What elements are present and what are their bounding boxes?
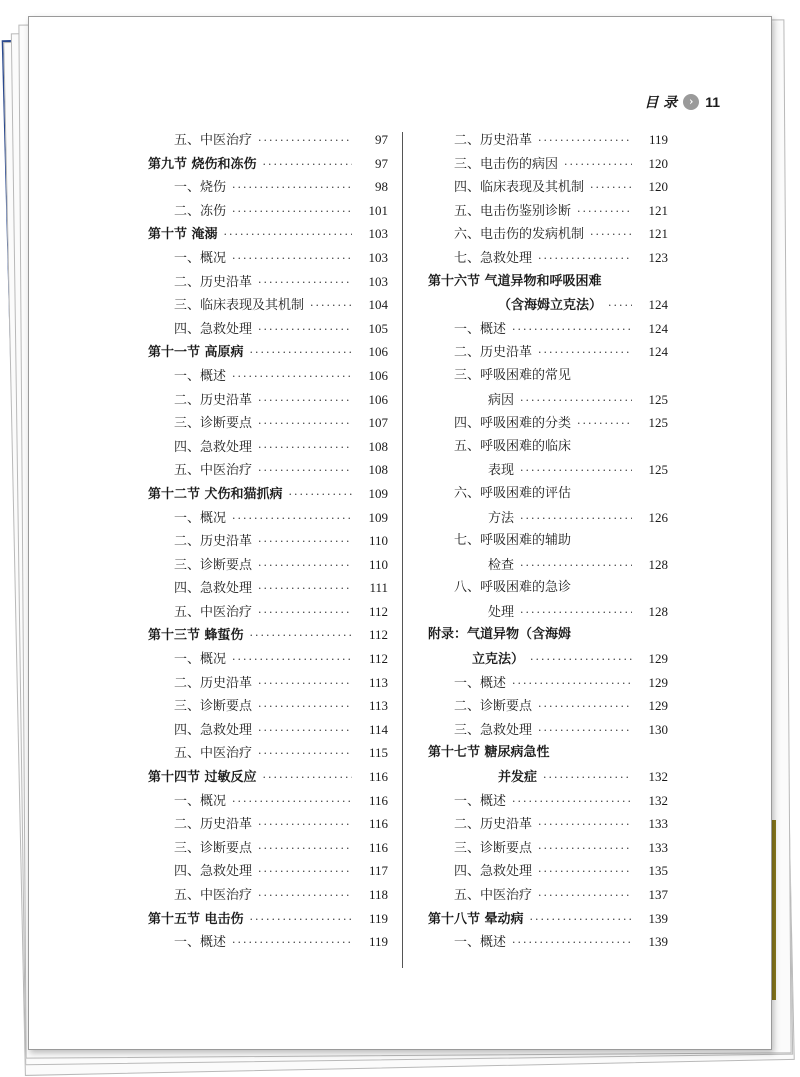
toc-entry[interactable]	[148, 458, 388, 482]
toc-entry[interactable]	[428, 270, 668, 294]
toc-entry[interactable]	[148, 907, 388, 931]
toc-entry[interactable]	[148, 506, 388, 530]
toc-leader-dots	[232, 176, 352, 200]
toc-entry-label: 附录：气道异物（含海姆	[428, 627, 572, 643]
toc-entry-page: 125	[648, 415, 668, 431]
toc-entry[interactable]	[148, 765, 388, 789]
toc-entry[interactable]	[148, 270, 388, 294]
toc-entry-page: 106	[368, 391, 388, 407]
toc-leader-dots	[590, 223, 632, 247]
toc-leader-dots	[520, 507, 632, 531]
toc-entry-label: 二、历史沿革	[454, 345, 533, 361]
toc-entry-page: 133	[648, 816, 668, 832]
toc-entry-label: 二、历史沿革	[174, 817, 253, 833]
toc-entry-page: 103	[368, 273, 388, 289]
toc-entry-label: 四、急救处理	[174, 581, 253, 597]
toc-entry[interactable]	[428, 411, 668, 435]
toc-column-left	[148, 128, 388, 954]
toc-entry-page: 126	[648, 509, 668, 525]
toc-entry[interactable]	[428, 458, 668, 482]
toc-entry-page: 119	[648, 132, 668, 147]
toc-leader-dots	[538, 695, 632, 719]
toc-leader-dots	[232, 365, 352, 389]
toc-leader-dots	[538, 813, 632, 837]
toc-entry-label: 二、诊断要点	[454, 699, 533, 715]
toc-entry[interactable]	[148, 482, 388, 506]
toc-entry[interactable]	[428, 812, 668, 836]
toc-entry-page: 114	[368, 721, 388, 737]
toc-entry-label: 一、烧伤	[174, 180, 227, 196]
toc-entry-page: 117	[368, 863, 388, 879]
toc-entry[interactable]	[148, 553, 388, 577]
toc-entry-page: 104	[368, 297, 388, 313]
toc-entry[interactable]	[428, 930, 668, 954]
toc-entry-label: 三、诊断要点	[174, 557, 253, 573]
toc-leader-dots	[258, 884, 352, 908]
toc-entry-page: 123	[648, 249, 668, 265]
toc-entry-label: 三、呼吸困难的常见	[454, 367, 572, 383]
toc-entry-label: 四、急救处理	[174, 321, 253, 337]
toc-leader-dots	[564, 153, 632, 177]
toc-entry[interactable]	[428, 553, 668, 577]
toc-entry[interactable]	[428, 883, 668, 907]
toc-entry[interactable]	[428, 836, 668, 860]
toc-entry-label: 三、诊断要点	[174, 699, 253, 715]
toc-entry-page: 125	[648, 391, 668, 407]
toc-entry-label: 第十七节 糖尿病急性	[428, 745, 550, 761]
toc-entry-page: 124	[648, 297, 668, 313]
toc-entry-label: 二、历史沿革	[454, 817, 533, 833]
toc-entry-page: 109	[368, 485, 388, 501]
toc-entry-page: 129	[648, 674, 668, 690]
toc-entry-label: 检查	[488, 557, 515, 573]
toc-entry[interactable]	[428, 741, 668, 765]
toc-entry-page: 119	[368, 934, 388, 950]
toc-leader-dots	[289, 483, 352, 507]
toc-entry[interactable]	[148, 411, 388, 435]
toc-entry[interactable]	[148, 199, 388, 223]
toc-entry-label: 三、急救处理	[454, 722, 533, 738]
toc-entry[interactable]	[428, 222, 668, 246]
toc-leader-dots	[258, 813, 352, 837]
toc-leader-dots	[258, 860, 352, 884]
toc-leader-dots	[538, 860, 632, 884]
toc-entry[interactable]	[148, 388, 388, 412]
toc-entry-page: 98	[375, 179, 388, 195]
toc-entry-page: 139	[648, 910, 668, 926]
toc-entry-page: 110	[368, 533, 388, 549]
toc-entry[interactable]	[428, 175, 668, 199]
toc-entry-label: 处理	[488, 604, 515, 620]
toc-entry[interactable]	[428, 364, 668, 388]
toc-entry[interactable]	[148, 930, 388, 954]
toc-entry-page: 128	[648, 556, 668, 572]
toc-entry-label: 七、急救处理	[454, 250, 533, 266]
toc-entry-label: 一、概述	[454, 675, 507, 691]
toc-leader-dots	[258, 695, 352, 719]
toc-entry[interactable]	[148, 859, 388, 883]
toc-leader-dots	[520, 601, 632, 625]
toc-entry-label: 三、电击伤的病因	[454, 156, 559, 172]
toc-column-right	[428, 128, 668, 954]
toc-entry[interactable]	[148, 671, 388, 695]
toc-entry[interactable]	[148, 789, 388, 813]
toc-entry[interactable]	[148, 128, 388, 152]
toc-entry[interactable]	[148, 576, 388, 600]
toc-entry[interactable]	[428, 859, 668, 883]
toc-leader-dots	[258, 719, 352, 743]
toc-entry[interactable]	[428, 246, 668, 270]
toc-leader-dots	[258, 554, 352, 578]
toc-entry-label: 第十三节 蜂蜇伤	[148, 628, 244, 644]
toc-entry-page: 121	[648, 202, 668, 218]
toc-entry-label: 第九节 烧伤和冻伤	[148, 156, 257, 172]
toc-entry[interactable]	[148, 364, 388, 388]
toc-leader-dots	[512, 318, 632, 342]
toc-entry[interactable]	[428, 435, 668, 459]
toc-entry-page: 129	[648, 651, 668, 667]
toc-entry-page: 120	[648, 155, 668, 171]
toc-leader-dots	[258, 412, 352, 436]
toc-entry-page: 125	[648, 462, 668, 478]
toc-entry-page: 101	[368, 202, 388, 218]
toc-entry-label: 三、诊断要点	[454, 840, 533, 856]
toc-leader-dots	[258, 672, 352, 696]
toc-leader-dots	[258, 459, 352, 483]
toc-entry-label: 四、急救处理	[174, 864, 253, 880]
toc-entry-page: 112	[368, 627, 388, 643]
toc-leader-dots	[263, 153, 352, 177]
toc-leader-dots	[538, 837, 632, 861]
toc-entry-page: 116	[368, 839, 388, 855]
toc-entry-label: 四、急救处理	[174, 439, 253, 455]
toc-entry[interactable]	[428, 718, 668, 742]
toc-entry[interactable]	[148, 340, 388, 364]
toc-entry-label: 二、历史沿革	[174, 534, 253, 550]
toc-entry-label: 二、冻伤	[174, 203, 227, 219]
toc-leader-dots	[232, 790, 352, 814]
toc-entry-label: 五、中医治疗	[174, 746, 253, 762]
toc-entry[interactable]	[428, 694, 668, 718]
toc-leader-dots	[258, 601, 352, 625]
toc-leader-dots	[224, 223, 352, 247]
toc-entry-label: 一、概况	[174, 510, 227, 526]
toc-entry-label: 八、呼吸困难的急诊	[454, 580, 572, 596]
toc-leader-dots	[530, 908, 632, 932]
toc-entry-page: 139	[648, 934, 668, 950]
toc-entry-page: 108	[368, 462, 388, 478]
toc-entry-label: 第十五节 电击伤	[148, 911, 244, 927]
toc-entry-label: 五、中医治疗	[174, 604, 253, 620]
toc-entry-label: （含海姆立克法）	[498, 298, 603, 314]
toc-entry-page: 120	[648, 179, 668, 195]
toc-entry-label: 五、中医治疗	[174, 888, 253, 903]
toc-entry-label: 第十六节 气道异物和呼吸困难	[428, 273, 602, 289]
toc-entry-page: 109	[368, 509, 388, 525]
toc-entry[interactable]	[428, 506, 668, 530]
toc-entry-page: 116	[368, 816, 388, 832]
toc-entry[interactable]	[428, 482, 668, 506]
toc-entry-label: 四、急救处理	[174, 722, 253, 738]
toc-leader-dots	[258, 837, 352, 861]
toc-entry-page: 132	[648, 792, 668, 808]
toc-entry-page: 113	[368, 674, 388, 690]
toc-entry-label: 七、呼吸困难的辅助	[454, 533, 572, 549]
toc-entry[interactable]	[148, 175, 388, 199]
toc-entry-page: 129	[648, 698, 668, 714]
toc-entry[interactable]	[148, 246, 388, 270]
toc-entry-label: 第十二节 犬伤和猫抓病	[148, 486, 283, 502]
toc-leader-dots	[520, 554, 632, 578]
toc-entry[interactable]	[148, 293, 388, 317]
toc-leader-dots	[258, 318, 352, 342]
toc-entry[interactable]	[428, 600, 668, 624]
toc-entry-label: 四、临床表现及其机制	[454, 180, 585, 196]
toc-entry-label: 二、历史沿革	[174, 675, 253, 691]
toc-leader-dots	[512, 790, 632, 814]
toc-entry[interactable]	[148, 718, 388, 742]
toc-entry[interactable]	[428, 789, 668, 813]
toc-entry-label: 立克法）	[472, 652, 525, 668]
toc-entry-label: 二、历史沿革	[454, 133, 533, 148]
toc-leader-dots	[608, 294, 632, 318]
column-divider	[402, 132, 403, 968]
toc-entry[interactable]	[428, 317, 668, 341]
toc-entry[interactable]	[428, 152, 668, 176]
toc-entry-label: 五、呼吸困难的临床	[454, 438, 572, 454]
toc-entry-label: 一、概述	[174, 368, 227, 384]
page-number: 11	[705, 94, 720, 110]
toc-entry-label: 一、概况	[174, 793, 227, 809]
toc-entry-page: 103	[368, 226, 388, 242]
toc-entry-label: 第十八节 晕动病	[428, 911, 524, 927]
toc-leader-dots	[538, 247, 632, 271]
toc-entry-label: 一、概况	[174, 250, 227, 266]
toc-entry[interactable]	[148, 694, 388, 718]
toc-entry[interactable]	[428, 671, 668, 695]
toc-leader-dots	[577, 200, 632, 224]
toc-entry-page: 124	[648, 320, 668, 336]
toc-leader-dots	[538, 884, 632, 908]
toc-leader-dots	[250, 341, 352, 365]
toc-leader-dots	[232, 931, 352, 955]
toc-entry-label: 五、中医治疗	[454, 888, 533, 903]
toc-leader-dots	[538, 341, 632, 365]
toc-entry[interactable]	[148, 836, 388, 860]
toc-entry[interactable]	[148, 647, 388, 671]
toc-leader-dots	[530, 648, 632, 672]
toc-leader-dots	[520, 459, 632, 483]
toc-entry[interactable]	[148, 623, 388, 647]
toc-entry-label: 五、中医治疗	[174, 463, 253, 479]
toc-entry-label: 表现	[488, 463, 515, 479]
toc-entry-label: 三、临床表现及其机制	[174, 298, 305, 314]
toc-entry-page: 106	[368, 367, 388, 383]
toc-leader-dots	[590, 176, 632, 200]
toc-entry-label: 一、概述	[454, 935, 507, 951]
toc-entry[interactable]	[148, 317, 388, 341]
toc-entry[interactable]	[148, 812, 388, 836]
arrow-right-icon: ›	[683, 94, 699, 110]
toc-entry-page: 105	[368, 320, 388, 336]
toc-leader-dots	[250, 908, 352, 932]
toc-entry-page: 112	[368, 603, 388, 619]
toc-leader-dots	[310, 294, 352, 318]
toc-entry[interactable]	[148, 529, 388, 553]
toc-leader-dots	[258, 577, 352, 601]
toc-entry-label: 五、中医治疗	[174, 133, 253, 148]
toc-entry-label: 二、历史沿革	[174, 392, 253, 408]
toc-entry-label: 一、概况	[174, 652, 227, 668]
running-head-title: 目 录	[644, 95, 678, 111]
toc-entry-page: 107	[368, 415, 388, 431]
toc-entry-page: 137	[648, 887, 668, 902]
toc-entry-page: 135	[648, 863, 668, 879]
toc-entry[interactable]	[428, 128, 668, 152]
toc-leader-dots	[538, 719, 632, 743]
toc-leader-dots	[258, 530, 352, 554]
toc-entry-label: 病因	[488, 392, 515, 408]
toc-entry-page: 108	[368, 438, 388, 454]
toc-entry-page: 103	[368, 249, 388, 265]
toc-entry[interactable]	[428, 529, 668, 553]
toc-entry-label: 五、电击伤鉴别诊断	[454, 203, 572, 219]
toc-leader-dots	[232, 648, 352, 672]
toc-leader-dots	[258, 129, 352, 153]
toc-entry-label: 三、诊断要点	[174, 840, 253, 856]
toc-leader-dots	[520, 389, 632, 413]
toc-entry-label: 第十一节 高原病	[148, 345, 244, 361]
toc-entry-label: 一、概述	[454, 793, 507, 809]
toc-leader-dots	[258, 436, 352, 460]
toc-entry-page: 130	[648, 721, 668, 737]
toc-leader-dots	[232, 200, 352, 224]
toc-entry-page: 106	[368, 344, 388, 360]
toc-leader-dots	[232, 507, 352, 531]
toc-entry-label: 三、诊断要点	[174, 416, 253, 432]
toc-entry[interactable]	[428, 293, 668, 317]
toc-entry-page: 119	[368, 910, 388, 926]
toc-entry[interactable]	[428, 765, 668, 789]
toc-entry-label: 一、概述	[454, 321, 507, 337]
toc-entry-label: 四、呼吸困难的分类	[454, 416, 572, 432]
toc-entry-page: 128	[648, 603, 668, 619]
toc-entry[interactable]	[428, 647, 668, 671]
toc-entry-page: 113	[368, 698, 388, 714]
toc-entry-page: 115	[368, 745, 388, 761]
toc-entry-label: 并发症	[498, 770, 538, 786]
toc-entry-page: 97	[375, 155, 388, 171]
toc-entry-label: 二、历史沿革	[174, 274, 253, 290]
toc-entry-page: 97	[375, 132, 388, 147]
toc-entry-page: 118	[368, 887, 388, 902]
toc-entry[interactable]	[428, 340, 668, 364]
toc-leader-dots	[512, 672, 632, 696]
toc-entry-page: 112	[368, 651, 388, 667]
toc-entry-label: 一、概述	[174, 935, 227, 951]
toc-entry-label: 六、呼吸困难的评估	[454, 485, 572, 501]
toc-leader-dots	[577, 412, 632, 436]
toc-leader-dots	[258, 389, 352, 413]
toc-entry[interactable]	[428, 576, 668, 600]
toc-entry-page: 133	[648, 839, 668, 855]
toc-entry[interactable]	[148, 600, 388, 624]
toc-entry[interactable]	[148, 222, 388, 246]
toc-entry-page: 132	[648, 769, 668, 785]
toc-entry[interactable]	[428, 907, 668, 931]
toc-leader-dots	[250, 624, 352, 648]
toc-entry-page: 124	[648, 344, 668, 360]
toc-leader-dots	[512, 931, 632, 955]
toc-leader-dots	[258, 742, 352, 766]
toc-leader-dots	[232, 247, 352, 271]
toc-entry[interactable]	[148, 435, 388, 459]
toc-leader-dots	[543, 766, 632, 790]
toc-entry-label: 四、急救处理	[454, 864, 533, 880]
toc-entry-page: 116	[368, 792, 388, 808]
toc-entry-page: 111	[369, 580, 388, 596]
toc-leader-dots	[258, 271, 352, 295]
toc-entry[interactable]	[148, 741, 388, 765]
running-head	[644, 92, 720, 112]
toc-leader-dots	[263, 766, 352, 790]
toc-entry[interactable]	[428, 199, 668, 223]
toc-entry[interactable]	[148, 152, 388, 176]
toc-entry-label: 第十节 淹溺	[148, 227, 218, 243]
toc-entry[interactable]	[428, 388, 668, 412]
toc-entry-label: 第十四节 过敏反应	[148, 770, 257, 786]
toc-entry-page: 116	[368, 769, 388, 785]
toc-entry[interactable]	[428, 623, 668, 647]
toc-entry[interactable]	[148, 883, 388, 907]
toc-entry-label: 方法	[488, 510, 515, 526]
toc-entry-page: 121	[648, 226, 668, 242]
toc-entry-page: 110	[368, 556, 388, 572]
toc-entry-label: 六、电击伤的发病机制	[454, 227, 585, 243]
toc-leader-dots	[538, 129, 632, 153]
